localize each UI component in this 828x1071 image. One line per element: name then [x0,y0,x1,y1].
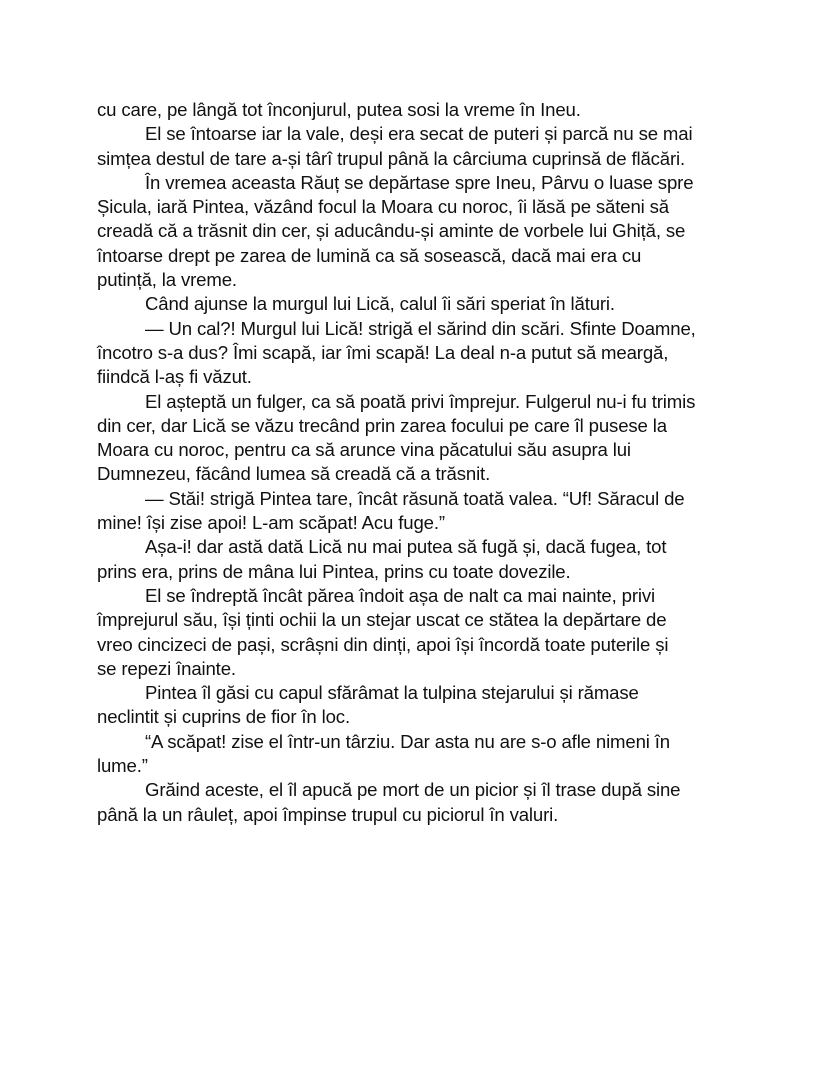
text-line: fiindcă l-aș fi văzut. [97,366,252,388]
text-line: Grăind aceste, el îl apucă pe mort de un picior și îl trase după sine [145,779,681,801]
paragraph [97,98,757,122]
text-line: putință, la vreme. [97,269,237,291]
text-line: neclintit și cuprins de fior în loc. [97,706,350,728]
text-line: — Un cal?! Murgul lui Lică! strigă el sărind din scări. Sfinte Doamne, [145,317,696,339]
document-page [97,98,757,827]
text-line: simțea destul de tare a-și târî trupul până la cârciuma cuprinsă de flăcări. [97,147,686,169]
paragraph [97,584,757,681]
text-line: prins era, prins de mâna lui Pintea, prins cu toate dovezile. [97,560,571,582]
text-line: încotro s-a dus? Îmi scapă, iar îmi scapă! La deal n-a putut să meargă, [97,341,669,363]
paragraph [97,317,757,390]
text-line: El se întoarse iar la vale, deși era secat de puteri și parcă nu se mai [145,123,693,145]
text-line: — Stăi! strigă Pintea tare, încât răsună toată valea. “Uf! Săracul de [145,487,685,509]
text-line: Moara cu noroc, pentru ca să arunce vina păcatului său asupra lui [97,439,631,461]
paragraph [97,681,757,730]
paragraph [97,487,757,536]
text-line: În vremea aceasta Răuț se depărtase spre Ineu, Pârvu o luase spre [145,171,694,193]
text-line: Pintea îl găsi cu capul sfărâmat la tulpina stejarului și rămase [145,682,639,704]
paragraph [97,122,757,171]
text-line: mine! își zise apoi! L-am scăpat! Acu fuge.” [97,512,445,534]
paragraph [97,171,757,292]
text-line: se repezi înainte. [97,657,236,679]
paragraph [97,292,757,316]
text-line: “A scăpat! zise el într-un târziu. Dar asta nu are s-o afle nimeni în [145,730,670,752]
text-line: Dumnezeu, făcând lumea să creadă că a trăsnit. [97,463,491,485]
paragraph [97,778,757,827]
text-line: împrejurul său, își ținti ochii la un stejar uscat ce stătea la depărtare de [97,609,667,631]
text-line: creadă că a trăsnit din cer, și aducându-și aminte de vorbele lui Ghiță, se [97,220,686,242]
text-line: întoarse drept pe zarea de lumină ca să sosească, dacă mai era cu [97,244,642,266]
text-line: Șicula, iară Pintea, văzând focul la Moara cu noroc, îi lăsă pe săteni să [97,196,669,218]
text-line: până la un râuleț, apoi împinse trupul cu piciorul în valuri. [97,803,559,825]
text-line: Așa-i! dar astă dată Lică nu mai putea să fugă și, dacă fugea, tot [145,536,667,558]
paragraph [97,390,757,487]
text-line: cu care, pe lângă tot înconjurul, putea sosi la vreme în Ineu. [97,99,581,120]
text-line: El așteptă un fulger, ca să poată privi împrejur. Fulgerul nu-i fu trimis [145,390,696,412]
paragraph [97,730,757,779]
paragraph [97,535,757,584]
text-line: din cer, dar Lică se văzu trecând prin zarea focului pe care îl pusese la [97,414,667,436]
text-line: Când ajunse la murgul lui Lică, calul îi sări speriat în lături. [145,293,615,315]
text-line: vreo cincizeci de pași, scrâșni din dinți, apoi își încordă toate puterile și [97,633,669,655]
text-line: El se îndreptă încât părea îndoit așa de nalt ca mai nainte, privi [145,584,655,606]
text-line: lume.” [97,755,148,777]
